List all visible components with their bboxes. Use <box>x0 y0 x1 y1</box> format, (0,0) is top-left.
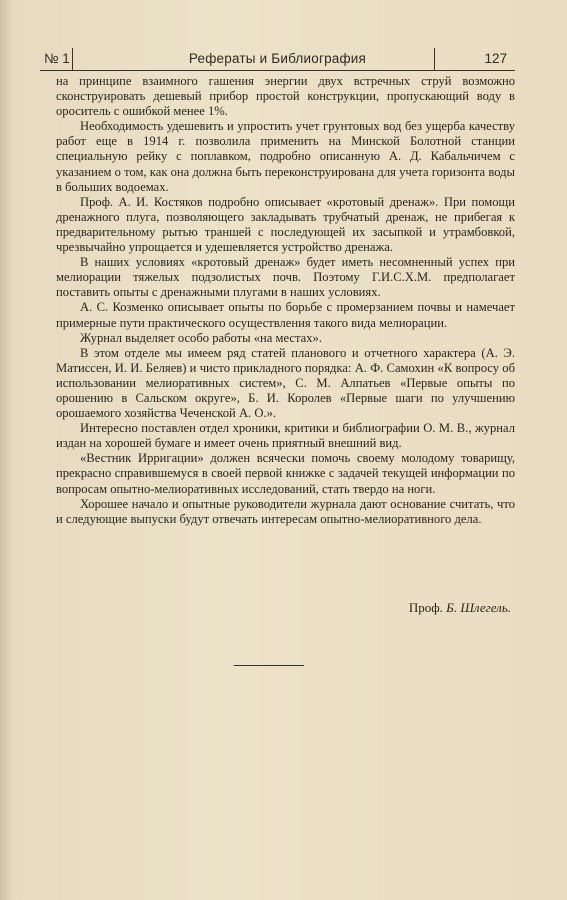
paragraph: Проф. А. И. Костяков подробно описывает «кротовый дренаж». При помощи дренажного плуга, позволяющего закладывать трубчатый дренаж, не прибегая к предварительному рытью траншей с последующей их засыпкой и утрамбовкой, чрезвычайно упрощается и удешевляется устройство дренажа. <box>56 194 515 255</box>
paragraph: «Вестник Ирригации» должен всячески помочь своему молодому товарищу, прекрасно справившемуся в своей первой книжке с задачей текущей информации по вопросам опытно-мелиоративных исследований, стать твердо на ноги. <box>56 451 515 496</box>
signature-name: Б. Шлегель. <box>446 600 511 615</box>
author-signature <box>409 600 511 616</box>
page-number: 127 <box>484 51 507 66</box>
paragraph: А. С. Козменко описывает опыты по борьбе с промерзанием почвы и намечает примерные пути практического осуществления такого вида мелиорации. <box>56 300 515 330</box>
running-header <box>40 48 515 70</box>
signature-title: Проф. <box>408 600 443 615</box>
paragraph: Интересно поставлен отдел хроники, критики и библиографии О. М. В., журнал издан на хорошей бумаге и имеет очень приятный внешний вид. <box>56 421 515 451</box>
paragraph: В этом отделе мы имеем ряд статей планового и отчетного характера (А. Э. Матиссен, И. И. Беляев) и чисто прикладного порядка: А. Ф. Самохин «К вопросу об использовании мелиоративных систем», С. М. Алпатьев «Первые опыты по орошению в Сальском округе», Б. И. Королев «Первые шаги по улучшению орошаемого хозяйства Чеченской А. О.». <box>56 345 515 421</box>
paragraph: Хорошее начало и опытные руководители журнала дают основание считать, что и следующие выпуски будут отвечать интересам опытно-мелиоративного дела. <box>56 496 515 526</box>
header-divider <box>434 48 435 70</box>
paragraph: Журнал выделяет особо работы «на местах». <box>80 330 322 345</box>
end-rule <box>234 665 304 666</box>
issue-number: № 1 <box>44 51 70 66</box>
paragraph: на принципе взаимного гашения энергии двух встречных струй возможно сконструировать дешевый прибор простой конструкции, пропускающий воду в ороситель с ошибкой менее 1%. <box>56 74 515 119</box>
paragraph: Необходимость удешевить и упростить учет грунтовых вод без ущерба качеству работ еще в 1914 г. позволила применить на Минской Болотной станции специальную рейку с поплавком, подробно описанную А. Д. Кабальчичем с указанием о том, как она должна быть переконструирована для учета горизонта воды в больших водоемах. <box>56 119 515 194</box>
article-body <box>56 74 515 527</box>
paragraph: В наших условиях «кротовый дренаж» будет иметь несомненный успех при мелиорации тяжелых подзолистых почв. Поэтому Г.И.С.Х.М. предполагает поставить опыты с дренажными плугами в наших условиях. <box>56 255 515 300</box>
section-title: Рефераты и Библиография <box>188 51 367 66</box>
header-rule <box>40 70 515 71</box>
